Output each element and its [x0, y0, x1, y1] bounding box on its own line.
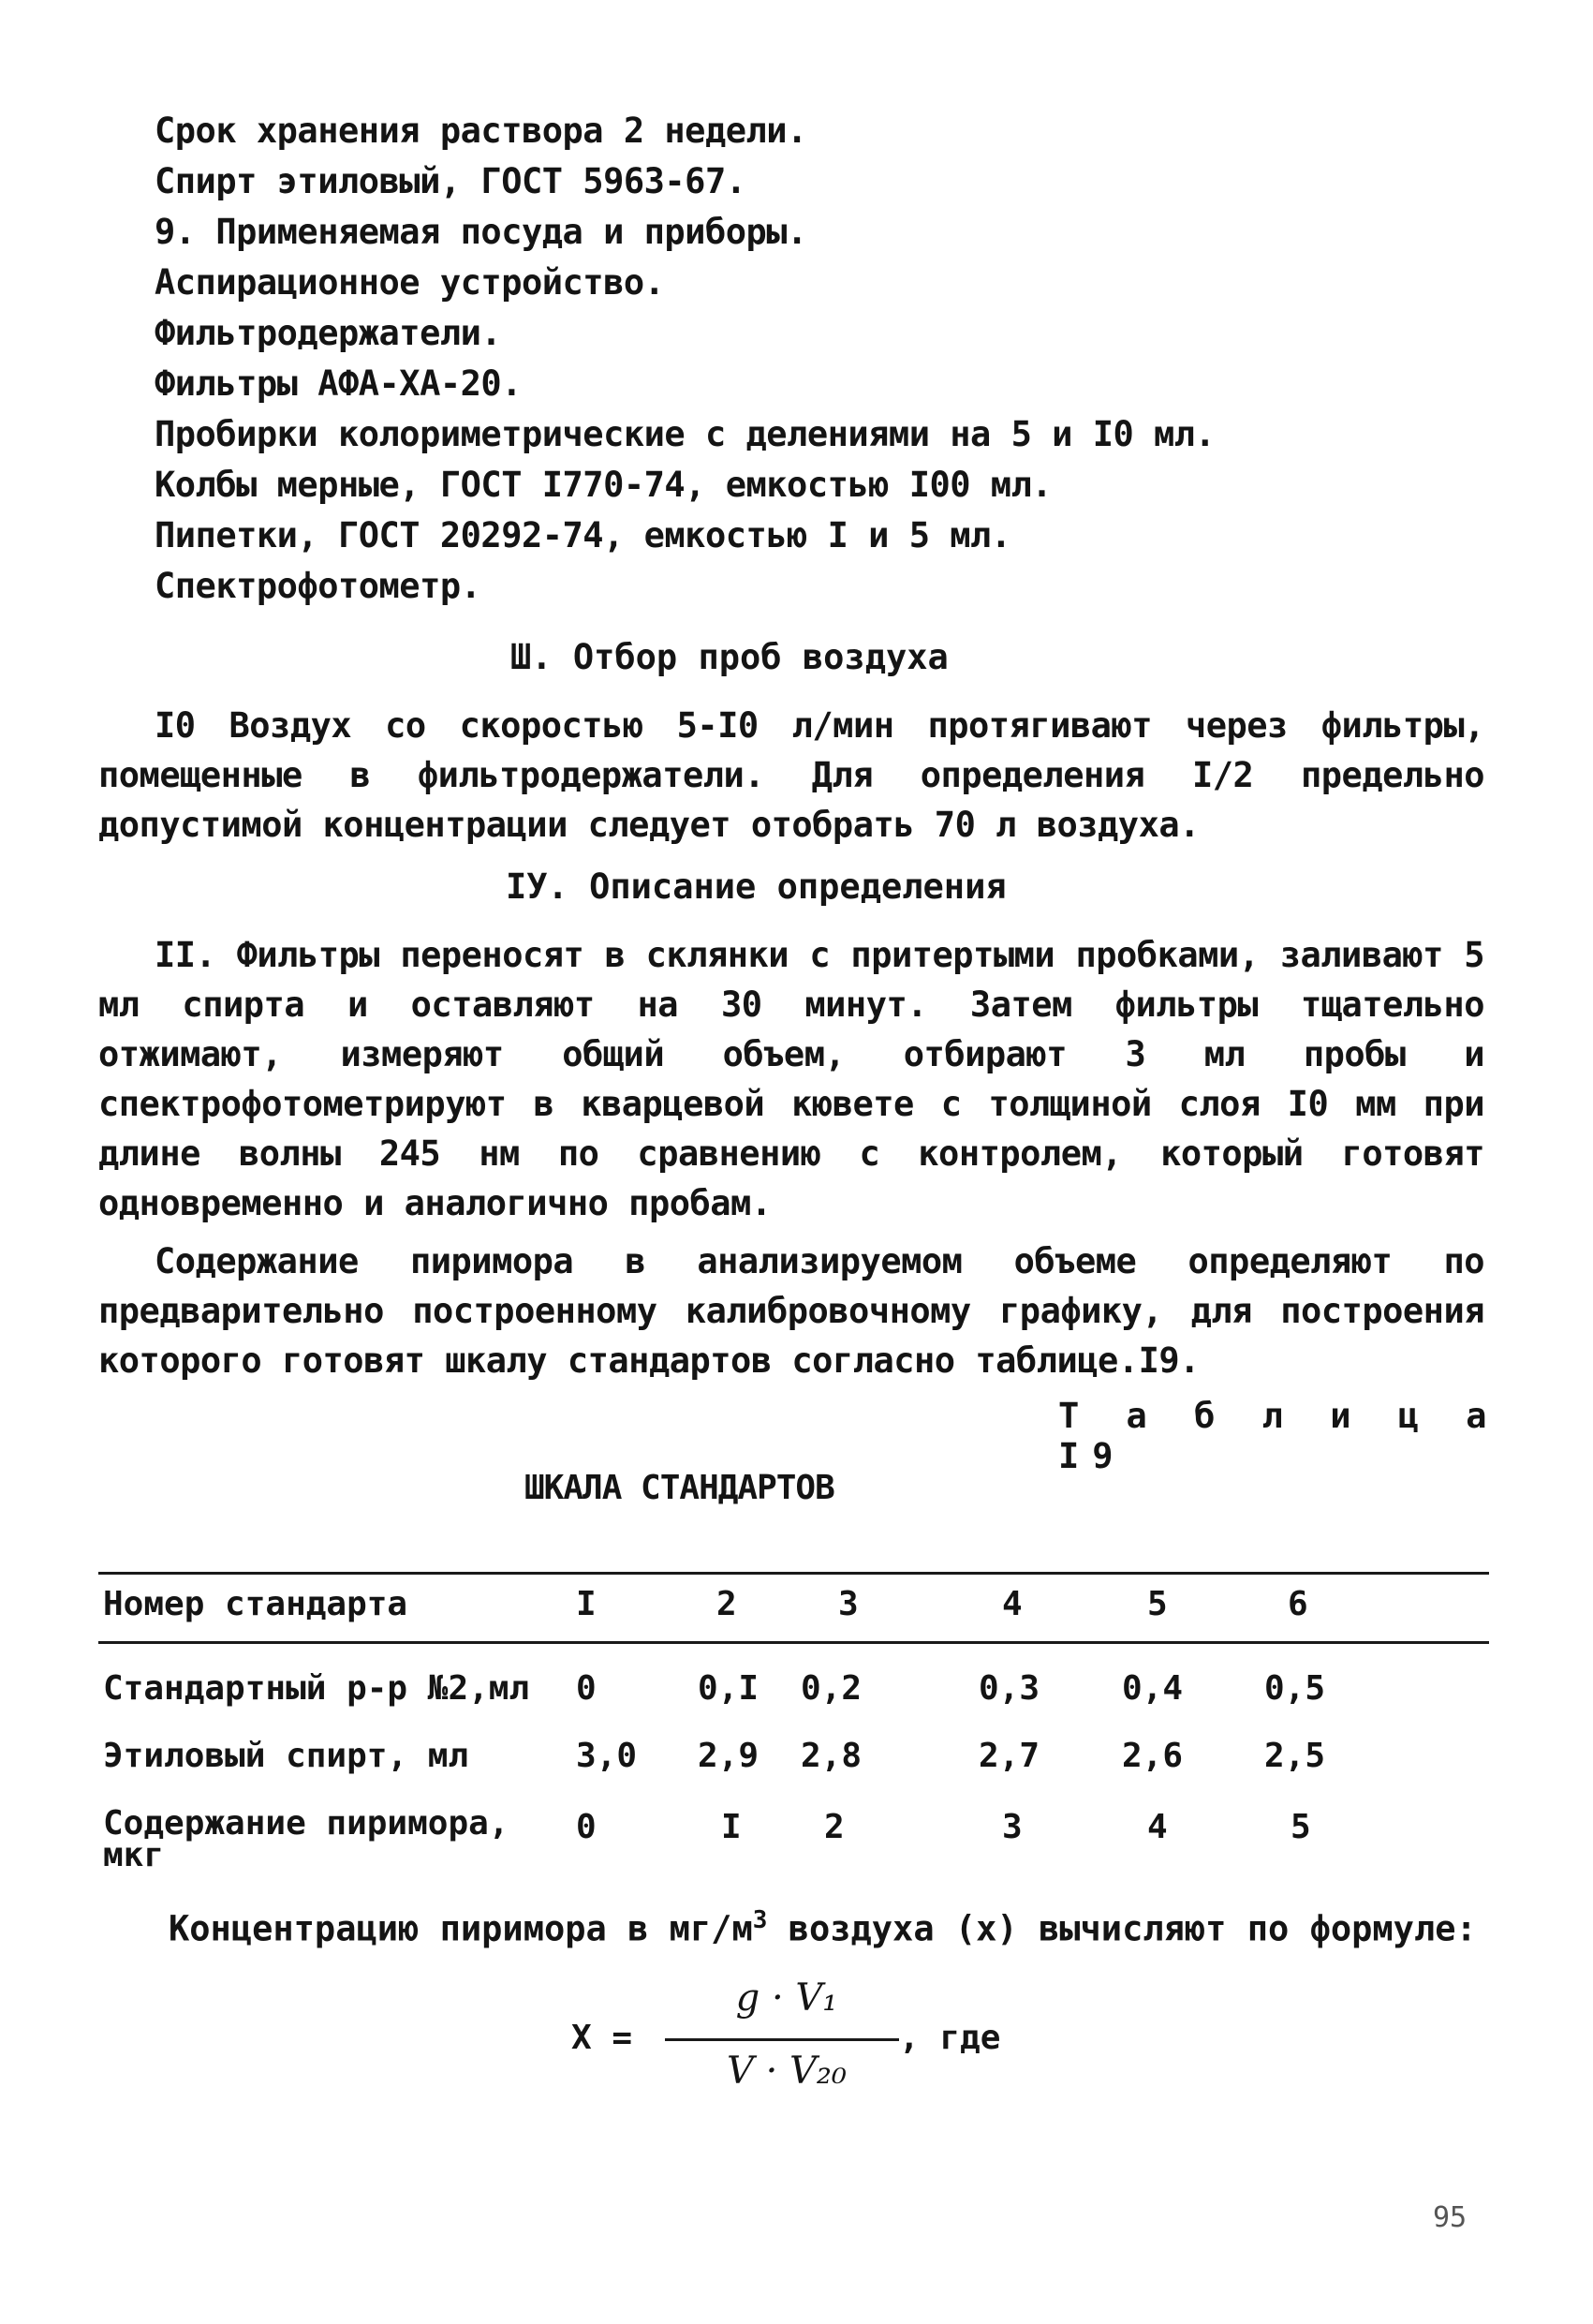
table-header-cell: 6: [1288, 1585, 1308, 1623]
formula-suffix: , где: [899, 2019, 1001, 2057]
table-cell: 2: [824, 1808, 845, 1846]
table-cell: 3: [1002, 1808, 1023, 1846]
text-line-ethanol: Спирт этиловый, ГОСТ 5963-67.: [155, 161, 746, 201]
formula-intro-text-end: воздуха (х) вычисляют по формуле:: [767, 1908, 1477, 1949]
formula-denominator: V · V₂₀: [727, 2050, 847, 2093]
text-line-filter-holders: Фильтродержатели.: [155, 313, 502, 353]
table-cell: 0,3: [979, 1669, 1040, 1708]
table-cell: 2,9: [698, 1737, 760, 1775]
paragraph-sampling: [98, 701, 1484, 850]
paragraph-sampling-text: I0 Воздух со скоростью 5-I0 л/мин протягивают через фильтры, помещенные в фильтродержатели. Для определения I/2 предельно допустимой концентрации следует отобрать 70 л воздуха.: [98, 705, 1484, 845]
formula-fraction-bar: [665, 2038, 899, 2041]
page-number: 95: [1433, 2201, 1468, 2234]
formula: [562, 1976, 1030, 2108]
paragraph-procedure-text: II. Фильтры переносят в склянки с притертыми пробками, заливают 5 мл спирта и оставляют на 30 минут. Затем фильтры тщательно отжимают, измеряют общий объем, отбирают 3 мл пробы и спектрофотометрируют в кварцевой кювете с толщиной слоя I0 мм при длине волны 245 нм по сравнению с контролем, который готовят одновременно и аналогично пробам.: [98, 935, 1484, 1223]
table-cell: 0: [576, 1808, 597, 1846]
section-heading-description: IУ. Описание определения: [506, 866, 1007, 907]
table-title: ШКАЛА СТАНДАРТОВ: [524, 1469, 834, 1507]
text-line-flasks: Колбы мерные, ГОСТ I770-74, емкостью I00 мл.: [155, 465, 1053, 505]
table-caption: Т а б л и ц а I9: [1058, 1396, 1500, 1476]
table-row-label: Этиловый спирт, мл: [103, 1737, 469, 1775]
formula-intro: [169, 1906, 1477, 1948]
text-line-spectrophotometer: Спектрофотометр.: [155, 566, 481, 606]
table-cell: 2,5: [1264, 1737, 1326, 1775]
table-header-cell: 3: [838, 1585, 859, 1623]
section-heading-sampling: Ш. Отбор проб воздуха: [510, 637, 949, 677]
table-cell: 2,8: [801, 1737, 863, 1775]
formula-intro-text: Концентрацию пиримора в мг/м: [169, 1908, 753, 1949]
paragraph-calibration-text: Содержание пиримора в анализируемом объеме определяют по предварительно построенному калибровочному графику, для построения которого готовят шкалу стандартов согласно таблице.I9.: [98, 1241, 1484, 1381]
table-cell: 5: [1291, 1808, 1311, 1846]
table-cell: 2,6: [1122, 1737, 1184, 1775]
table-cell: 0,5: [1264, 1669, 1326, 1708]
text-line-pipettes: Пипетки, ГОСТ 20292-74, емкостью I и 5 мл.: [155, 515, 1011, 555]
table-row-label: [103, 1804, 509, 1874]
table-cell: 0,2: [801, 1669, 863, 1708]
paragraph-calibration: [98, 1236, 1484, 1385]
formula-numerator: g · V₁: [735, 1976, 838, 2020]
table-cell: 0: [576, 1669, 597, 1708]
table-cell: 4: [1147, 1808, 1168, 1846]
paragraph-procedure: [98, 930, 1484, 1228]
table-cell: I: [721, 1808, 742, 1846]
table-cell: 3,0: [576, 1737, 638, 1775]
text-line-tubes: Пробирки колориметрические с делениями на 5 и I0 мл.: [155, 414, 1216, 454]
table-header-cell: 4: [1002, 1585, 1023, 1623]
table-row-label: Стандартный р-р №2,мл: [103, 1669, 530, 1708]
table-header-cell: 2: [716, 1585, 737, 1623]
text-line-aspiration: Аспирационное устройство.: [155, 262, 665, 303]
table-header-cell: I: [576, 1585, 597, 1623]
formula-lhs: Х =: [571, 2019, 633, 2057]
table-row-label-line: мкг: [103, 1836, 165, 1874]
table-cell: 0,4: [1122, 1669, 1184, 1708]
table-cell: 2,7: [979, 1737, 1040, 1775]
table-top-rule: [98, 1572, 1489, 1575]
text-line-equipment-heading: 9. Применяемая посуда и приборы.: [155, 212, 807, 252]
table-row-label-line: Содержание пиримора,: [103, 1804, 509, 1843]
text-line-storage: Срок хранения раствора 2 недели.: [155, 111, 807, 151]
table-header-label: Номер стандарта: [103, 1585, 408, 1623]
formula-intro-superscript: 3: [752, 1906, 768, 1934]
table-header-cell: 5: [1147, 1585, 1168, 1623]
table-header-rule: [98, 1641, 1489, 1644]
text-line-filters: Фильтры АФА-ХА-20.: [155, 363, 522, 404]
table-cell: 0,I: [698, 1669, 760, 1708]
